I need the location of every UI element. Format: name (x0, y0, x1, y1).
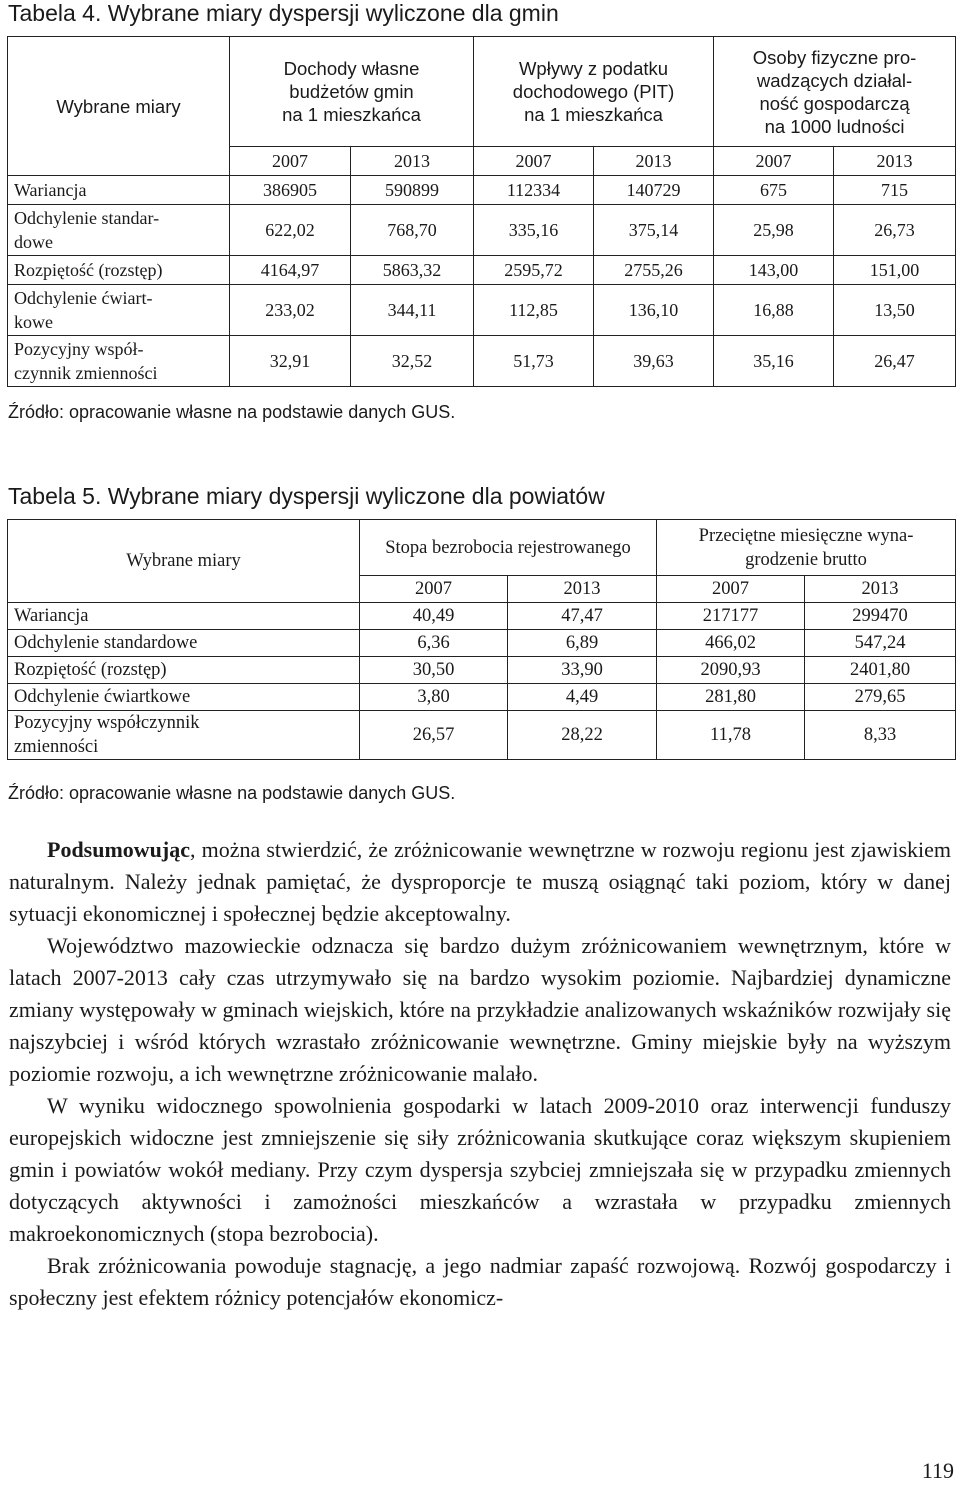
table-cell: 32,91 (230, 336, 351, 387)
table-header-label: Wybrane miary (8, 37, 230, 176)
table-cell: 3,80 (360, 684, 508, 711)
table-cell: 547,24 (805, 630, 956, 657)
table-cell: 39,63 (594, 336, 714, 387)
table-header-row (8, 37, 956, 147)
table-cell: 281,80 (657, 684, 805, 711)
table-cell: 26,47 (834, 336, 956, 387)
row-label-line: czynnik zmienności (14, 363, 158, 383)
year-header: 2013 (508, 576, 657, 603)
table-source-note: Źródło: opracowanie własne na podstawie danych GUS. (8, 402, 456, 422)
year-header: 2013 (351, 147, 474, 176)
row-label-line: Odchylenie ćwiart- (14, 288, 153, 308)
row-label: Wariancja (8, 176, 230, 205)
column-group-header: Osoby fizyczne pro- wadzących działal- ność gospodarczą na 1000 ludności (714, 37, 956, 147)
table-cell: 5863,32 (351, 256, 474, 285)
year-header: 2013 (834, 147, 956, 176)
table-row (8, 176, 956, 205)
table-cell: 28,22 (508, 711, 657, 760)
table-cell: 33,90 (508, 657, 657, 684)
row-label: Wariancja (8, 603, 360, 630)
column-group-header: Dochody własne budżetów gmin na 1 mieszkańca (230, 37, 474, 147)
year-header: 2007 (230, 147, 351, 176)
table-row (8, 205, 956, 256)
row-label-line: Pozycyjny współ- (14, 339, 144, 359)
table-cell: 26,57 (360, 711, 508, 760)
row-label-line: Odchylenie standar- (14, 208, 160, 228)
table-row (8, 336, 956, 387)
table-cell: 35,16 (714, 336, 834, 387)
year-header: 2013 (594, 147, 714, 176)
table-row (8, 684, 956, 711)
table-source-note: Źródło: opracowanie własne na podstawie danych GUS. (8, 783, 456, 803)
paragraph: Brak zróżnicowania powoduje stagnację, a jego nadmiar zapaść rozwojową. Rozwój gospodarczy i społeczny jest efektem różnicy potencjałów ekonomicz- (9, 1253, 951, 1310)
table-row (8, 630, 956, 657)
table-cell: 622,02 (230, 205, 351, 256)
table-cell: 590899 (351, 176, 474, 205)
row-label (8, 205, 230, 256)
table-cell: 11,78 (657, 711, 805, 760)
table-row (8, 711, 956, 760)
row-label (8, 336, 230, 387)
paragraph: Województwo mazowieckie odznacza się bardzo dużym zróżnicowaniem wewnętrznym, które w latach 2007-2013 cały czas utrzymywało się na bardzo wysokim poziomie. Najbardziej dynamiczne zmiany występowały w gminach wiejskich, które na przykładzie analizowanych wskaźników rozwijały się najszybciej i wśród których wzrastało zróżnicowanie wewnętrzne. Gminy miejskie były na wyższym poziomie rozwoju, a ich wewnętrzne zróżnicowanie malało. (9, 933, 951, 1086)
row-label: Rozpiętość (rozstęp) (8, 657, 360, 684)
table-cell: 2090,93 (657, 657, 805, 684)
table-cell: 143,00 (714, 256, 834, 285)
table-cell: 279,65 (805, 684, 956, 711)
year-header: 2007 (714, 147, 834, 176)
paragraph-text: , można stwierdzić, że zróżnicowanie wewnętrzne w rozwoju regionu jest zjawiskiem naturalnym. Należy jednak pamiętać, że dysproporcje te muszą osiągnąć taki poziom, który w danej sytuacji ekonomicznej i społecznej będzie akceptowalny. (9, 837, 951, 926)
table-cell: 715 (834, 176, 956, 205)
table-cell: 25,98 (714, 205, 834, 256)
table-cell: 386905 (230, 176, 351, 205)
table-cell: 2755,26 (594, 256, 714, 285)
year-header: 2007 (474, 147, 594, 176)
table-cell: 16,88 (714, 285, 834, 336)
year-header: 2007 (360, 576, 508, 603)
table-cell: 2401,80 (805, 657, 956, 684)
page-number: 119 (921, 1458, 954, 1483)
table-cell: 675 (714, 176, 834, 205)
table-cell: 466,02 (657, 630, 805, 657)
body-text (9, 834, 951, 1314)
table-cell: 8,33 (805, 711, 956, 760)
table-row (8, 603, 956, 630)
year-header: 2013 (805, 576, 956, 603)
table-row (8, 657, 956, 684)
table-cell: 112334 (474, 176, 594, 205)
table-cell: 2595,72 (474, 256, 594, 285)
table-cell: 6,36 (360, 630, 508, 657)
table-cell: 4,49 (508, 684, 657, 711)
row-label-line: kowe (14, 312, 53, 332)
row-label: Odchylenie ćwiartkowe (8, 684, 360, 711)
table-cell: 4164,97 (230, 256, 351, 285)
table-header-row (8, 520, 956, 576)
table-cell: 30,50 (360, 657, 508, 684)
table-row (8, 256, 956, 285)
table-row (8, 285, 956, 336)
column-group-header: Stopa bezrobocia rejestrowanego (360, 520, 657, 576)
table-cell: 344,11 (351, 285, 474, 336)
table-cell: 6,89 (508, 630, 657, 657)
table-cell: 112,85 (474, 285, 594, 336)
row-label: Odchylenie standardowe (8, 630, 360, 657)
table-cell: 13,50 (834, 285, 956, 336)
table-header-label: Wybrane miary (8, 520, 360, 603)
table-cell: 140729 (594, 176, 714, 205)
bold-lead-word: Podsumowując (47, 837, 191, 862)
table-cell: 217177 (657, 603, 805, 630)
table-cell: 768,70 (351, 205, 474, 256)
table-cell: 47,47 (508, 603, 657, 630)
column-group-header: Wpływy z podatku dochodowego (PIT) na 1 mieszkańca (474, 37, 714, 147)
row-label: Rozpiętość (rozstęp) (8, 256, 230, 285)
row-label-line: dowe (14, 232, 53, 252)
table-cell: 26,73 (834, 205, 956, 256)
column-group-header: Przeciętne miesięczne wyna- grodzenie brutto (657, 520, 956, 576)
table-cell: 40,49 (360, 603, 508, 630)
row-label: Pozycyjny współczynnik zmienności (8, 711, 360, 760)
table-cell: 136,10 (594, 285, 714, 336)
paragraph (9, 834, 951, 930)
table-cell: 233,02 (230, 285, 351, 336)
table-caption: Tabela 5. Wybrane miary dyspersji wyliczone dla powiatów (8, 483, 605, 509)
year-header: 2007 (657, 576, 805, 603)
paragraph: W wyniku widocznego spowolnienia gospodarki w latach 2009-2010 oraz interwencji funduszy europejskich widoczne jest zmniejszenie się siły zróżnicowania skutkujące coraz większym skupieniem gmin i powiatów wokół mediany. Przy czym dyspersja szybciej zmniejszała się w przypadku zmiennych dotyczących aktywności i zamożności mieszkańców a wzrastała w przypadku zmiennych makroekonomicznych (stopa bezrobocia). (9, 1093, 951, 1246)
table-cell: 32,52 (351, 336, 474, 387)
table-cell: 335,16 (474, 205, 594, 256)
dispersion-table-gminy (7, 36, 956, 387)
table-caption: Tabela 4. Wybrane miary dyspersji wyliczone dla gmin (8, 0, 559, 26)
row-label (8, 285, 230, 336)
table-cell: 375,14 (594, 205, 714, 256)
dispersion-table-powiaty (7, 519, 956, 760)
table-cell: 51,73 (474, 336, 594, 387)
table-cell: 299470 (805, 603, 956, 630)
table-cell: 151,00 (834, 256, 956, 285)
